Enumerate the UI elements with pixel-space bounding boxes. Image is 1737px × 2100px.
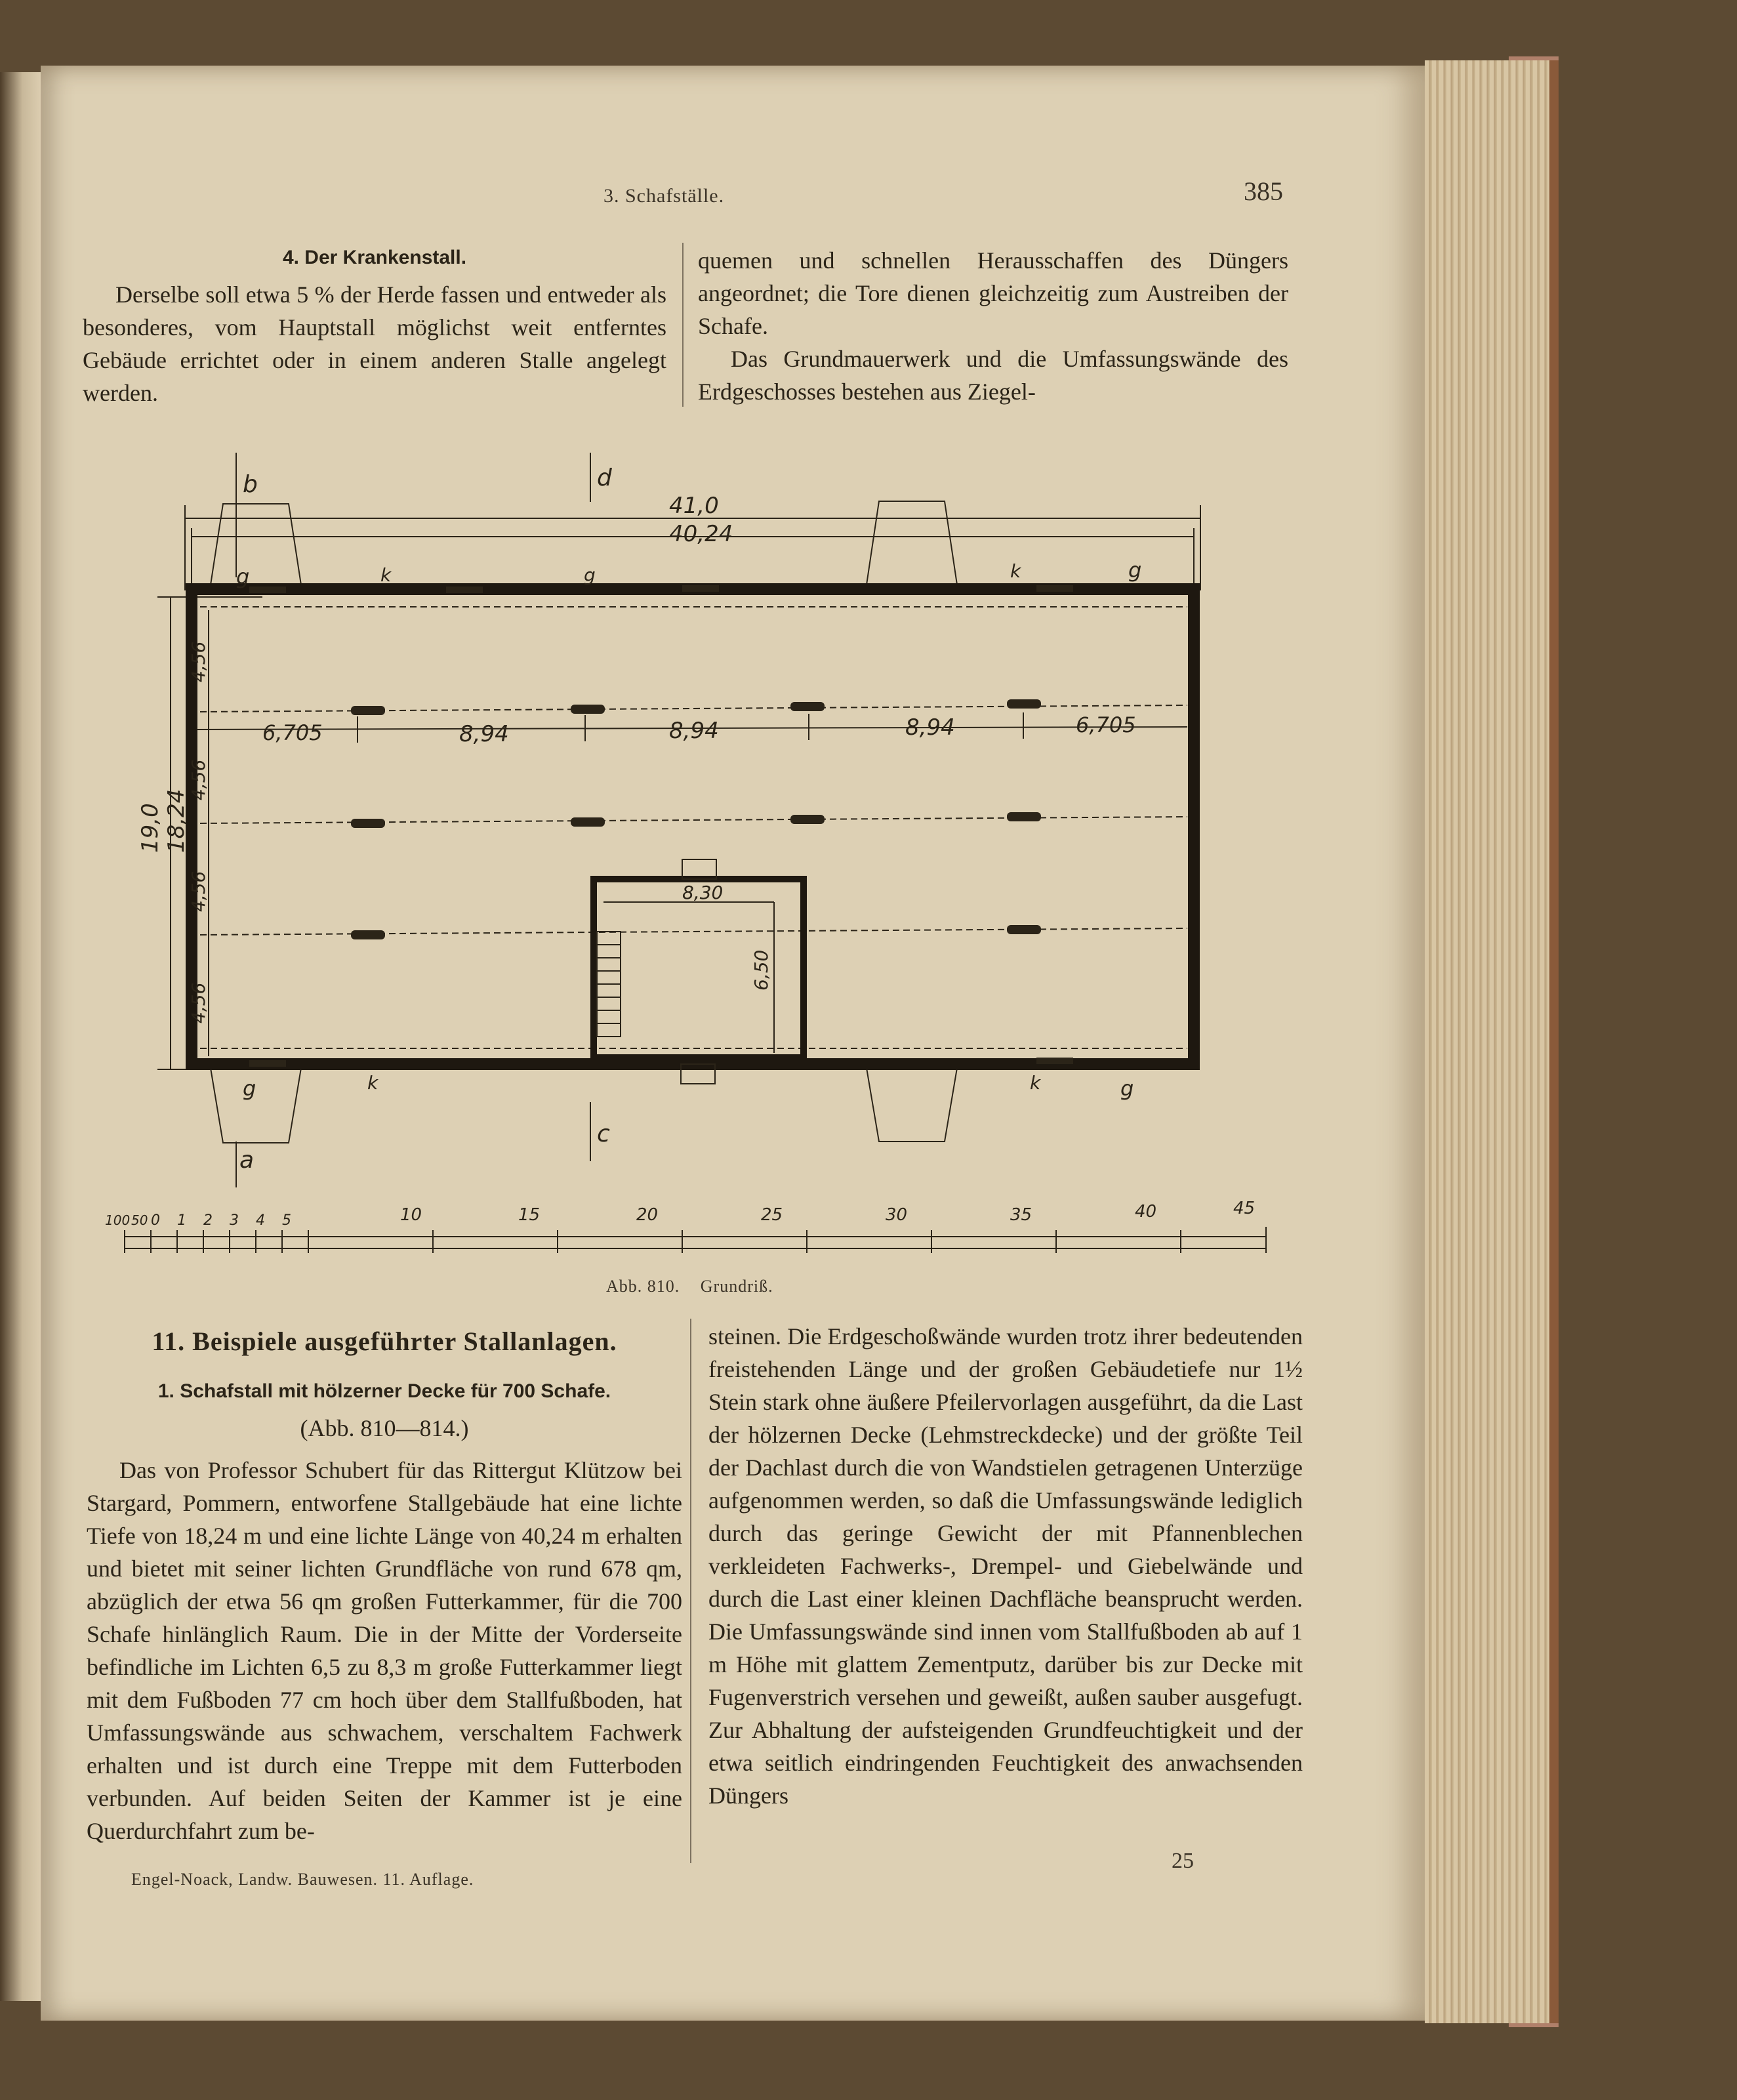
page-number: 385	[1244, 176, 1283, 206]
label-outer-depth: 19,0	[137, 803, 163, 853]
post	[790, 702, 825, 711]
scale-bar	[98, 1191, 1299, 1263]
figure-number: Abb. 810.	[606, 1277, 680, 1296]
section-heading-beispiele: 11. Beispiele ausgeführter Stallanlagen.	[152, 1327, 617, 1356]
figure-title: Grundriß.	[700, 1277, 773, 1296]
section-label-b: b	[243, 471, 258, 498]
label-bay-depth: 4,56	[188, 759, 209, 800]
scale-label: 15	[518, 1205, 541, 1225]
label-g: g	[584, 564, 596, 586]
scale-label: 30	[886, 1205, 908, 1225]
signature-mark: 25	[1172, 1849, 1194, 1873]
floor-plan-figure	[92, 446, 1312, 1260]
window	[249, 587, 286, 593]
column-divider-bottom	[690, 1319, 691, 1863]
scale-label: 5	[282, 1212, 291, 1229]
post	[351, 930, 385, 939]
label-k: k	[1010, 560, 1021, 582]
label-segment-mid: 8,94	[459, 721, 509, 747]
scale-label: 3	[230, 1212, 239, 1229]
label-g: g	[243, 1076, 256, 1101]
label-segment-end: 6,705	[1076, 712, 1136, 737]
label-k: k	[1030, 1072, 1041, 1094]
gate-bottom-right	[866, 1064, 958, 1142]
section-heading-krankenstall: 4. Der Krankenstall.	[282, 247, 467, 268]
section-label-d: d	[597, 464, 612, 491]
scale-label: 35	[1010, 1205, 1032, 1225]
scale-label: 20	[636, 1205, 659, 1225]
window	[1036, 585, 1073, 592]
scale-label: 45	[1233, 1199, 1256, 1218]
post	[351, 706, 385, 715]
scale-label: 25	[761, 1205, 783, 1225]
column-divider-top	[682, 243, 684, 407]
left-page-edge	[0, 72, 41, 2001]
post	[351, 819, 385, 828]
label-bay-depth: 4,56	[188, 982, 209, 1023]
section-label-c: c	[597, 1121, 610, 1147]
label-room-width: 8,30	[682, 882, 724, 903]
window	[249, 1060, 286, 1067]
footer-publication: Engel-Noack, Landw. Bauwesen. 11. Auflage.	[131, 1870, 474, 1889]
running-head: 3. Schafställe.	[603, 185, 725, 207]
subsection-heading-schafstall: 1. Schafstall mit hölzerner Decke für 700 Schafe.	[157, 1380, 611, 1402]
scale-label: 10	[400, 1205, 422, 1225]
label-inner-depth: 18,24	[163, 789, 190, 853]
label-g: g	[1120, 1076, 1134, 1101]
window	[1036, 1058, 1073, 1064]
post	[1007, 699, 1041, 709]
bottom-right-column	[708, 1320, 1303, 1812]
page-stack-edge	[1425, 60, 1559, 2023]
scale-label: 100	[105, 1212, 131, 1228]
window	[446, 587, 483, 593]
scale-label: 2	[203, 1212, 213, 1229]
scale-label: 0	[151, 1212, 160, 1229]
label-segment-mid: 8,94	[669, 718, 719, 744]
gate-top-right	[866, 501, 958, 589]
outer-wall	[192, 589, 1194, 1064]
post	[1007, 812, 1041, 821]
post	[571, 705, 605, 714]
label-outer-length: 41,0	[669, 493, 719, 519]
figure-caption	[606, 1277, 789, 1296]
scale-label: 50	[131, 1212, 148, 1228]
bottom-left-column	[87, 1325, 682, 1847]
label-inner-length: 40,24	[669, 521, 733, 547]
figure-reference: (Abb. 810—814.)	[300, 1415, 469, 1441]
label-segment-mid: 8,94	[905, 714, 955, 741]
paragraph-grundmauerwerk: Das Grundmauerwerk und die Umfassungswände des Erdgeschosses bestehen aus Ziegel-	[698, 346, 1288, 405]
section-label-a: a	[239, 1147, 255, 1174]
label-segment-end: 6,705	[262, 720, 323, 745]
top-left-column	[83, 241, 666, 409]
paragraph-erdgeschosswaende: steinen. Die Erdgeschoßwände wurden trotz ihrer bedeutenden freistehenden Länge und der großen Gebäudetiefe nur 1½ Stein stark ohne äußere Pfeilervorlagen ausgeführt, da die Last der hölzernen Decke (Lehmstreckdecke) und der größte Teil der Dachlast durch die von Wandstielen getragenen Unterzüge aufgenommen werden, so daß die Umfassungswände lediglich durch das geringe Gewicht der mit Pfannenblechen verkleideten Fachwerks-, Drempel- und Giebelwände und durch die Last einer kleinen Dachfläche beansprucht werden. Die Umfassungswände sind innen vom Stallfußboden ab auf 1 m Höhe mit glattem Zementputz, darüber bis zur Decke mit Fugenverstrich versehen und geweißt, außen sauber ausgefugt. Zur Abhaltung der aufsteigenden Grundfeuchtigkeit und der etwa seitlich eindringenden Feuchtigkeit des anwachsenden Düngers	[708, 1323, 1303, 1809]
gate-top-left	[210, 504, 302, 589]
feed-room	[594, 879, 804, 1058]
label-g: g	[236, 564, 250, 589]
paragraph-continuation: quemen und schnellen Herausschaffen des Düngers angeordnet; die Tore dienen gleichzeitig zum Austreiben der Schafe.	[698, 247, 1288, 339]
top-right-column	[698, 244, 1288, 408]
paragraph-schafstall: Das von Professor Schubert für das Rittergut Klützow bei Stargard, Pommern, entworfene Stallgebäude hat eine lichte Tiefe von 18,24 m und eine lichte Länge von 40,24 m erhalten und bietet mit seiner lichten Grundfläche von rund 678 qm, abzüglich der etwa 56 qm großen Futterkammer, für die 700 Schafe hinlänglich Raum. Die in der Mitte der Vorderseite befindliche im Lichten 6,5 zu 8,3 m große Futterkammer liegt mit dem Fußboden 77 cm hoch über dem Stallfußboden, hat Umfassungswände aus schwachem, verschaltem Fachwerk erhalten und ist durch eine Treppe mit dem Futterboden verbunden. Auf beiden Seiten der Kammer ist je eine Querdurchfahrt zum be-	[87, 1457, 682, 1844]
post	[1007, 925, 1041, 934]
post	[571, 817, 605, 827]
scale-label: 4	[256, 1212, 265, 1229]
label-k: k	[367, 1072, 378, 1094]
window	[682, 585, 719, 592]
paragraph-krankenstall: Derselbe soll etwa 5 % der Herde fassen und entweder als besonderes, vom Hauptstall möglichst weit entferntes Gebäude errichtet oder in einem anderen Stalle angelegt werden.	[83, 281, 666, 406]
label-g: g	[1128, 558, 1142, 583]
post	[790, 815, 825, 824]
label-room-depth: 6,50	[750, 949, 772, 991]
scale-label: 1	[177, 1212, 186, 1229]
label-bay-depth: 4,56	[188, 871, 209, 912]
label-bay-depth: 4,56	[188, 641, 209, 682]
scale-label: 40	[1135, 1202, 1157, 1222]
label-k: k	[380, 564, 392, 586]
